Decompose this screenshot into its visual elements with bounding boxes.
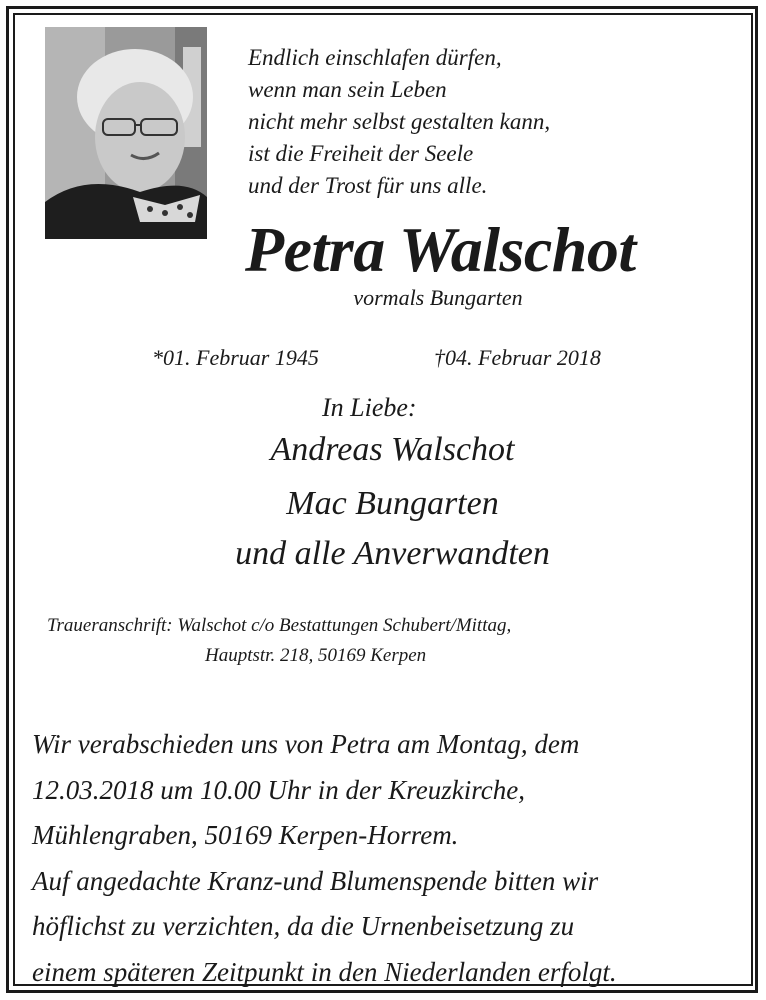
service-notice (32, 722, 748, 995)
service-line: einem späteren Zeitpunkt in den Niederlanden erfolgt. (32, 956, 617, 987)
verse-line: ist die Freiheit der Seele (248, 141, 474, 166)
service-line: 12.03.2018 um 10.00 Uhr in der Kreuzkirche, (32, 774, 525, 805)
birth-date: *01. Februar 1945 (152, 345, 319, 370)
verse-line: Endlich einschlafen dürfen, (248, 45, 502, 70)
portrait-photo (45, 27, 207, 239)
service-line: Mühlengraben, 50169 Kerpen-Horrem. (32, 820, 459, 850)
service-line: Auf angedachte Kranz-und Blumenspende bitten wir (32, 865, 599, 896)
service-line: höflichst zu verzichten, da die Urnenbeisetzung zu (32, 911, 575, 941)
verse-line: wenn man sein Leben (248, 77, 447, 102)
maiden-name: vormals Bungarten (353, 285, 523, 310)
mourning-address-line: Traueranschrift: Walschot c/o Bestattungen Schubert/Mittag, (47, 615, 512, 636)
mourners-label: In Liebe: (322, 393, 417, 422)
deceased-name: Petra Walschot (245, 214, 636, 285)
verse-block (248, 42, 708, 202)
mourner-name: und alle Anverwandten (235, 535, 550, 572)
mourner-name: Mac Bungarten (286, 485, 499, 522)
verse-line: nicht mehr selbst gestalten kann, (248, 109, 551, 134)
death-date: †04. Februar 2018 (434, 345, 601, 370)
mourning-address-line: Hauptstr. 218, 50169 Kerpen (205, 645, 427, 666)
mourner-name: Andreas Walschot (270, 431, 515, 468)
service-line: Wir verabschieden uns von Petra am Montag, dem (32, 729, 580, 759)
verse-line: und der Trost für uns alle. (248, 173, 488, 198)
